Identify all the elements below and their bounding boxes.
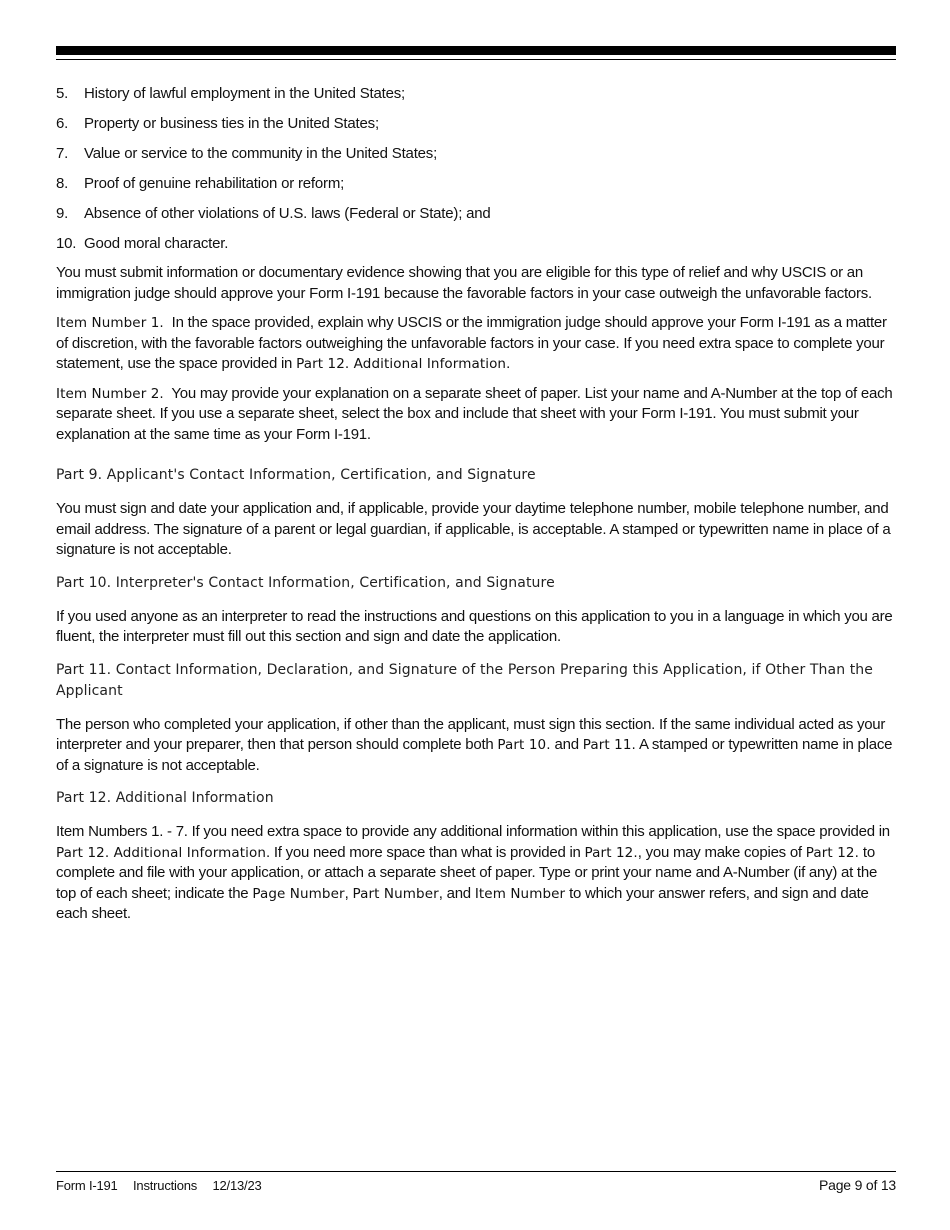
item-number-1-end: . (506, 355, 511, 372)
list-text: Value or service to the community in the United States; (84, 145, 438, 162)
part10-reference: Part 10. (497, 737, 551, 753)
part12-reference: Part 12. Additional Information (296, 356, 507, 372)
part12-reference: Part 12. (584, 844, 638, 861)
part9-heading: Part 9. Applicant's Contact Information, Certification, and Signature (56, 467, 536, 483)
item-number-reference: Item Number (474, 885, 566, 902)
header-thin-rule (56, 59, 896, 60)
footer-rule (56, 1171, 896, 1172)
separator: , and (438, 884, 471, 902)
list-number: 5. (56, 85, 69, 102)
item-number-2-text: You may provide your explanation on a separate sheet of paper. List your name and A-Number at the top of each separate sheet. If you use a separate sheet, select the box and include that sheet with your Form I-191. You must submit your explanation at the same time as your Form I-191. (56, 384, 893, 443)
list-item (56, 144, 896, 164)
part11-paragraph (56, 715, 896, 777)
page-content (56, 84, 896, 934)
item-number-1-label: Item Number 1. (56, 315, 164, 331)
part12-reference: Part 12. (805, 844, 859, 861)
part12-text-e: to which your answer refers, and sign and date each sheet. (56, 884, 869, 922)
list-text: Absence of other violations of U.S. laws (Federal or State); and (84, 205, 491, 222)
footer-form-info (56, 1178, 274, 1193)
part12-text-b: . If you need more space than what is provided in (266, 843, 581, 861)
intro-paragraph: You must submit information or documentary evidence showing that you are eligible for this type of relief and why USCIS or an immigration judge should approve your Form I-191 because the favorable factors in your case outweigh the unfavorable factors. (56, 264, 872, 302)
part9-paragraph: You must sign and date your application and, if applicable, provide your daytime telephone number, mobile telephone number, and email address. The signature of a parent or legal guardian, if applicable, is acceptable. A stamped or typewritten name in place of a signature is not acceptable. (56, 500, 891, 558)
list-text: History of lawful employment in the United States; (84, 85, 405, 102)
part12-text-d: to complete and file with your application, or attach a separate sheet of paper. Type or print your name and A-Number (if any) at the top of each sheet; indicate the (56, 843, 878, 902)
header-thick-rule (56, 46, 896, 55)
part11-text-b: and (554, 736, 579, 753)
item-number-2-label: Item Number 2. (56, 385, 164, 402)
list-number: 9. (56, 205, 69, 222)
list-item (56, 114, 896, 134)
separator: , (344, 884, 349, 902)
list-text: Proof of genuine rehabilitation or reform; (84, 175, 345, 192)
footer-page-number: Page 9 of 13 (819, 1177, 896, 1193)
part11-heading: Part 11. Contact Information, Declaration, and Signature of the Person Preparing this Application, if Other Than the Applicant (56, 661, 873, 699)
part12-text-c: , you may make copies of (637, 843, 802, 861)
list-number: 6. (56, 115, 69, 132)
item-number-2-paragraph (56, 384, 896, 446)
list-text: Good moral character. (84, 235, 229, 252)
list-number: 8. (56, 175, 69, 192)
list-item (56, 234, 896, 254)
part10-paragraph: If you used anyone as an interpreter to read the instructions and questions on this application to you in a language in which you are fluent, the interpreter must fill out this section and sign and date the application. (56, 607, 893, 645)
part12-paragraph (56, 822, 896, 925)
item-number-1-paragraph (56, 313, 896, 375)
footer-form-name: Form I-191 (56, 1178, 118, 1193)
list-number: 10. (56, 235, 77, 252)
list-item (56, 174, 896, 194)
list-item (56, 204, 896, 224)
part-number-reference: Part Number (352, 885, 439, 902)
list-number: 7. (56, 145, 69, 162)
page-number-reference: Page Number (252, 885, 345, 902)
part12-additional-info-reference: Part 12. Additional Information (56, 844, 267, 861)
footer-edition-date: 12/13/23 (212, 1178, 262, 1193)
document-page (56, 0, 896, 1230)
part11-reference: Part 11. (582, 737, 636, 753)
footer-doc-type: Instructions (133, 1178, 198, 1193)
list-item (56, 84, 896, 104)
part11-text-a: The person who completed your application, if other than the applicant, must sign this section. If the same individual acted as your interpreter and your preparer, then that person should complete both (56, 715, 886, 753)
part12-text-a: Item Numbers 1. - 7. If you need extra space to provide any additional information within this application, use the space provided in (56, 823, 890, 840)
item-number-1-text: In the space provided, explain why USCIS or the immigration judge should approve your Form I-191 as a matter of discretion, with the favorable factors outweighing the unfavorable factors in your case. If you need extra space to complete your statement, use the space provided in (56, 314, 887, 372)
part10-heading: Part 10. Interpreter's Contact Information, Certification, and Signature (56, 574, 555, 591)
list-text: Property or business ties in the United States; (84, 115, 379, 132)
part12-heading: Part 12. Additional Information (56, 790, 274, 806)
part11-text-c: A stamped or typewritten name in place of a signature is not acceptable. (56, 736, 893, 774)
